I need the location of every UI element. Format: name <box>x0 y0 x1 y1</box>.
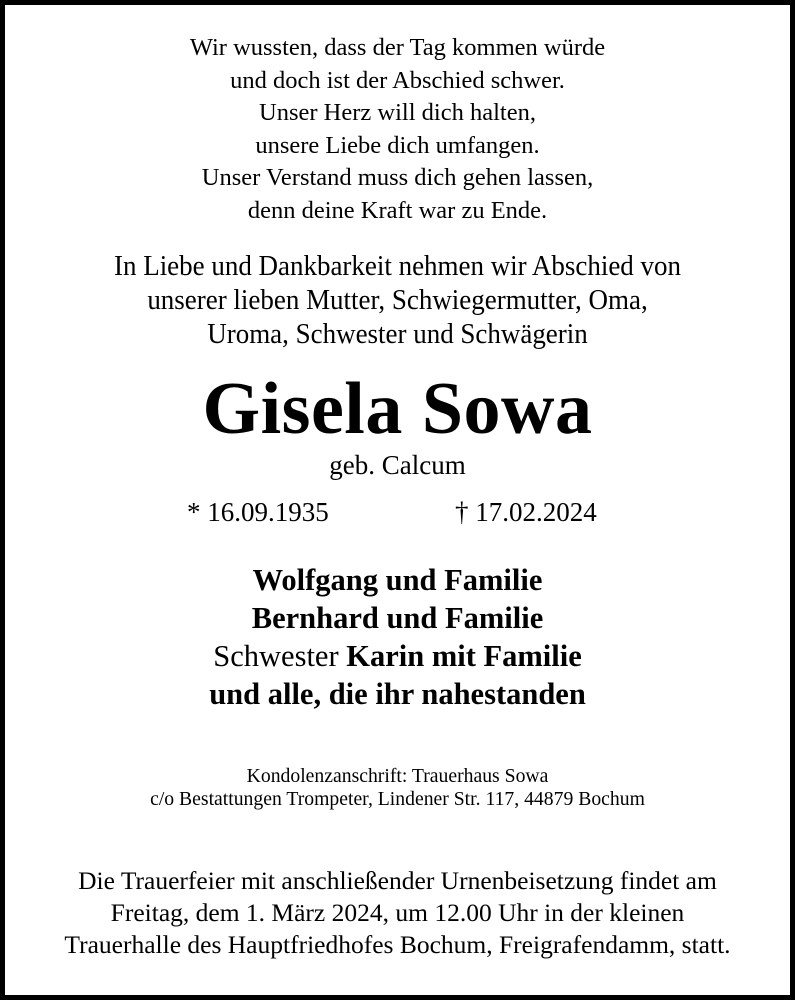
mourner-name: Karin mit Familie <box>346 639 582 673</box>
service-line: Trauerhalle des Hauptfriedhofes Bochum, Freigrafendamm, statt. <box>64 930 731 959</box>
condolence-address <box>5 765 790 811</box>
condolence-line: c/o Bestattungen Trompeter, Lindener Str. 117, 44879 Bochum <box>150 788 645 810</box>
poem-line: unsere Liebe dich umfangen. <box>255 131 540 159</box>
mourner-line <box>5 637 790 675</box>
mourner-line: Bernhard und Familie <box>251 601 544 635</box>
service-line: Die Trauerfeier mit anschließender Urnenbeisetzung findet am <box>78 866 717 895</box>
poem-line: Wir wussten, dass der Tag kommen würde <box>189 34 606 61</box>
intro-line: Uroma, Schwester und Schwägerin <box>207 318 588 350</box>
maiden-name: geb. Calcum <box>329 450 466 480</box>
poem-line: und doch ist der Abschied schwer. <box>230 66 565 94</box>
deceased-name: Gisela Sowa <box>202 368 593 450</box>
mourner-relation: Schwester <box>213 639 347 673</box>
mourner-line: Wolfgang und Familie <box>252 563 543 597</box>
mourner-line: und alle, die ihr nahestanden <box>209 677 586 711</box>
death-date: † 17.02.2024 <box>455 497 597 527</box>
funeral-service-info <box>5 865 790 961</box>
intro-line: In Liebe und Dankbarkeit nehmen wir Abschied von <box>114 250 681 282</box>
birth-date: * 16.09.1935 <box>187 497 329 527</box>
poem-line: Unser Herz will dich halten, <box>259 99 536 127</box>
mourners <box>5 561 790 713</box>
intro-text <box>5 249 790 351</box>
poem-line: Unser Verstand muss dich gehen lassen, <box>201 164 594 192</box>
condolence-line: Kondolenzanschrift: Trauerhaus Sowa <box>246 765 549 787</box>
poem <box>5 32 790 228</box>
poem-line: denn deine Kraft war zu Ende. <box>247 196 548 224</box>
intro-line: unserer lieben Mutter, Schwiegermutter, Oma, <box>147 284 648 316</box>
service-line: Freitag, dem 1. März 2024, um 12.00 Uhr in der kleinen <box>110 898 685 927</box>
